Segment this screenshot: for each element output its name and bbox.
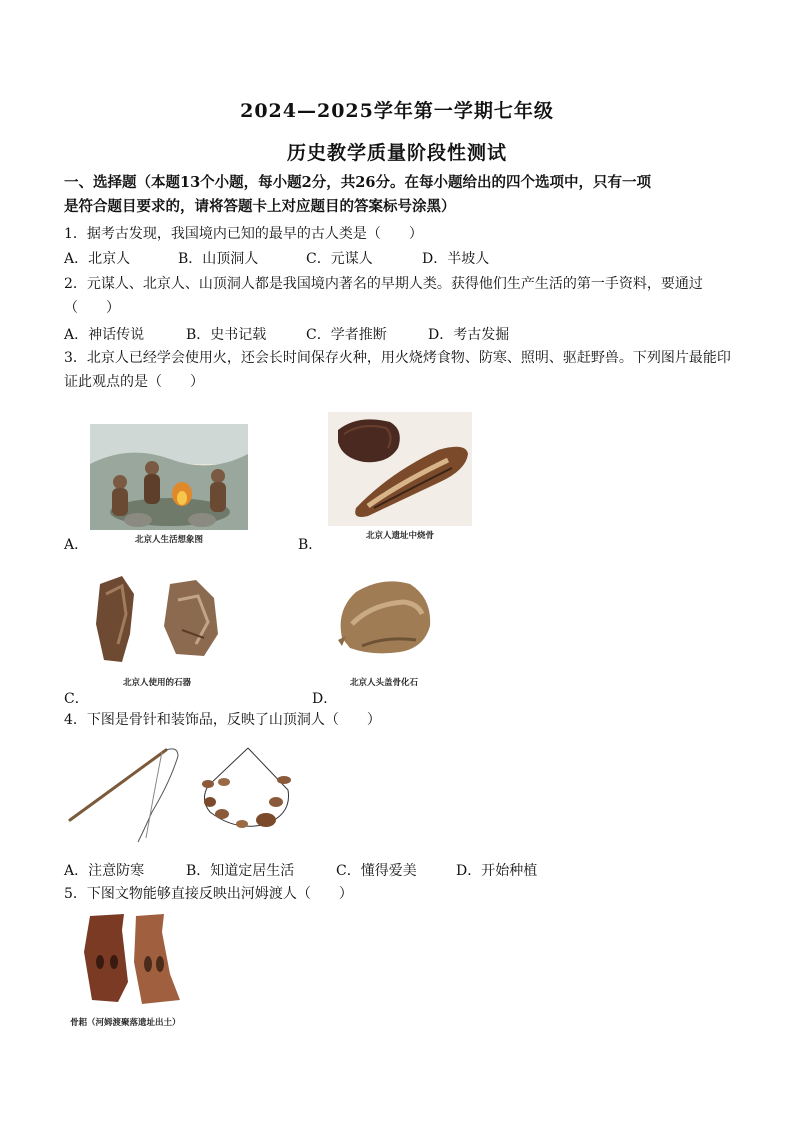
q4-stem: 4．下图是骨针和装饰品，反映了山顶洞人（ ） — [64, 712, 381, 728]
stone-tools-image[interactable] — [92, 574, 222, 668]
q2-option-b[interactable]: B．史书记载 — [186, 327, 267, 343]
q3-caption-b: 北京人遗址中烧骨 — [365, 531, 434, 541]
q4-option-c[interactable]: C．懂得爱美 — [336, 863, 417, 879]
bone-needle-image[interactable] — [66, 742, 184, 846]
q2-option-d[interactable]: D．考古发掘 — [428, 327, 510, 343]
q3-option-c-label[interactable]: C． — [64, 691, 89, 707]
q3-caption-d: 北京人头盖骨化石 — [349, 678, 418, 688]
q3-caption-c: 北京人使用的石器 — [122, 678, 191, 688]
section-instructions-line1: 一、选择题（本题13个小题，每小题2分，共26分。在每小题给出的四个选项中，只有一项 — [64, 174, 651, 191]
q4-option-d[interactable]: D．开始种植 — [456, 863, 538, 879]
q3-stem-line1: 3．北京人已经学会使用火，还会长时间保存火种，用火烧烤食物、防寒、照明、驱赶野兽。下列图片最能印 — [64, 350, 731, 366]
q3-option-a-label[interactable]: A． — [64, 537, 89, 553]
q2-option-a[interactable]: A．神话传说 — [64, 327, 145, 343]
q1-option-b[interactable]: B．山顶洞人 — [178, 251, 259, 267]
q4-option-b[interactable]: B．知道定居生活 — [186, 863, 295, 879]
ornament-necklace-image[interactable] — [196, 740, 300, 838]
bone-spade-image[interactable] — [78, 912, 188, 1008]
q5-stem: 5．下图文物能够直接反映出河姆渡人（ ） — [64, 886, 353, 902]
q1-option-a[interactable]: A．北京人 — [64, 251, 131, 267]
burnt-bone-image[interactable] — [328, 412, 472, 526]
q1-option-c[interactable]: C．元谋人 — [306, 251, 373, 267]
q2-stem-line1: 2．元谋人、北京人、山顶洞人都是我国境内著名的早期人类。获得他们生产生活的第一手资料，要通过 — [64, 276, 703, 292]
q2-option-c[interactable]: C．学者推断 — [306, 327, 387, 343]
q3-caption-a: 北京人生活想象图 — [134, 535, 203, 545]
exam-title-line1: 2024—2025学年第一学期七年级 — [240, 100, 554, 122]
q3-stem-line2: 证此观点的是（ ） — [64, 374, 204, 390]
q4-option-a[interactable]: A．注意防寒 — [64, 863, 145, 879]
q1-stem: 1．据考古发现，我国境内已知的最早的古人类是（ ） — [64, 226, 423, 242]
section-instructions-line2: 是符合题目要求的，请将答题卡上对应题目的答案标号涂黑） — [64, 198, 456, 215]
exam-title-line2: 历史教学质量阶段性测试 — [286, 142, 507, 164]
q3-option-d-label[interactable]: D． — [312, 691, 338, 707]
q3-option-b-label[interactable]: B． — [298, 537, 323, 553]
q5-caption: 骨耜（河姆渡聚落遗址出土） — [70, 1018, 181, 1028]
skull-cap-fossil-image[interactable] — [332, 574, 436, 658]
q2-stem-line2: （ ） — [64, 300, 120, 316]
peking-man-life-scene-image[interactable] — [90, 424, 248, 530]
q1-option-d[interactable]: D．半坡人 — [422, 251, 490, 267]
